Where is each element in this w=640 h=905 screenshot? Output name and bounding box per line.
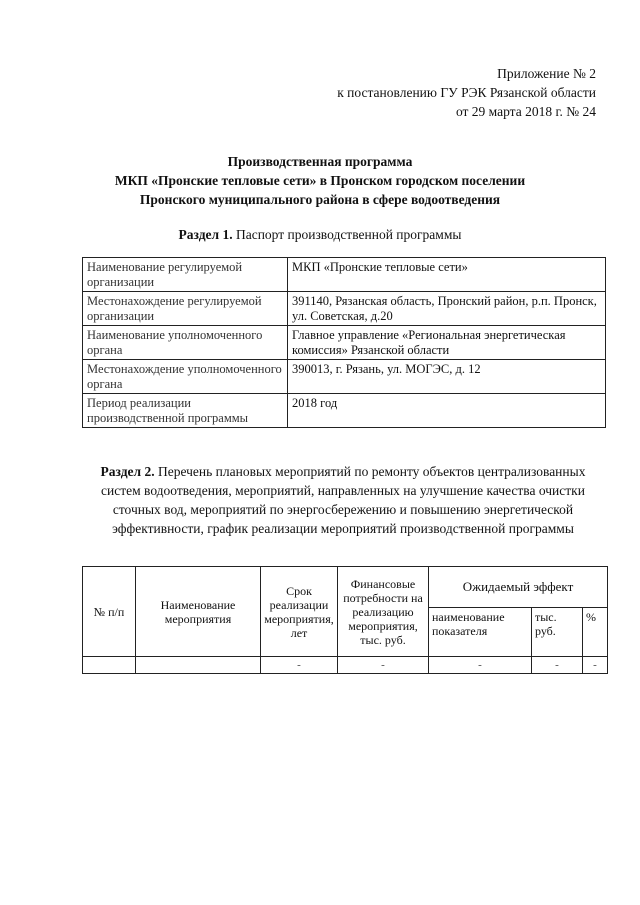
section-2-heading <box>92 462 594 538</box>
events-table <box>82 566 608 674</box>
appendix-line-1: Приложение № 2 <box>497 66 596 81</box>
title-line-1: Производственная программа <box>227 154 413 169</box>
passport-key: Местонахождение уполномоченного органа <box>83 360 288 394</box>
table-row <box>83 360 606 394</box>
section-2-label: Раздел 2. <box>100 464 155 479</box>
table-row <box>83 394 606 428</box>
section-1-heading <box>0 227 640 243</box>
section-2-title: Перечень плановых мероприятий по ремонту объектов централизованных систем водоотведения, мероприятий, направленных на улучшение качества очистки сточных вод, мероприятий по энергосбережению и повышению энергетической эффективности, график реализации мероприятий производственной программы <box>101 464 586 536</box>
header-percent: % <box>583 608 608 657</box>
cell-percent: - <box>583 657 608 674</box>
appendix-header <box>337 64 596 121</box>
table-row <box>83 326 606 360</box>
section-1-label: Раздел 1. <box>178 227 233 242</box>
cell-name <box>136 657 261 674</box>
cell-indicator: - <box>429 657 532 674</box>
document-title <box>0 152 640 209</box>
passport-value: МКП «Пронские тепловые сети» <box>288 258 606 292</box>
header-thousand: тыс. руб. <box>532 608 583 657</box>
cell-thousand: - <box>532 657 583 674</box>
header-name: Наименование мероприятия <box>136 567 261 657</box>
cell-num <box>83 657 136 674</box>
passport-key: Наименование регулируемой организации <box>83 258 288 292</box>
cell-finance: - <box>338 657 429 674</box>
table-row <box>83 258 606 292</box>
passport-value: 2018 год <box>288 394 606 428</box>
header-num: № п/п <box>83 567 136 657</box>
table-row <box>83 657 608 674</box>
table-row <box>83 292 606 326</box>
passport-key: Период реализации производственной программы <box>83 394 288 428</box>
passport-key: Наименование уполномоченного органа <box>83 326 288 360</box>
table-header-row <box>83 567 608 608</box>
section-1-title: Паспорт производственной программы <box>232 227 462 242</box>
passport-value: Главное управление «Региональная энергетическая комиссия» Рязанской области <box>288 326 606 360</box>
header-finance: Финансовые потребности на реализацию мероприятия, тыс. руб. <box>338 567 429 657</box>
appendix-line-2: к постановлению ГУ РЭК Рязанской области <box>337 85 596 100</box>
title-line-2: МКП «Пронские тепловые сети» в Пронском городском поселении <box>114 173 526 188</box>
passport-value: 391140, Рязанская область, Пронский район, р.п. Пронск, ул. Советская, д.20 <box>288 292 606 326</box>
passport-key: Местонахождение регулируемой организации <box>83 292 288 326</box>
appendix-line-3: от 29 марта 2018 г. № 24 <box>455 104 596 119</box>
cell-term: - <box>261 657 338 674</box>
header-term: Срок реализации мероприятия, лет <box>261 567 338 657</box>
header-effect: Ожидаемый эффект <box>429 567 608 608</box>
header-indicator: наименование показателя <box>429 608 532 657</box>
title-line-3: Пронского муниципального района в сфере водоотведения <box>139 192 501 207</box>
passport-value: 390013, г. Рязань, ул. МОГЭС, д. 12 <box>288 360 606 394</box>
passport-table <box>82 257 606 428</box>
